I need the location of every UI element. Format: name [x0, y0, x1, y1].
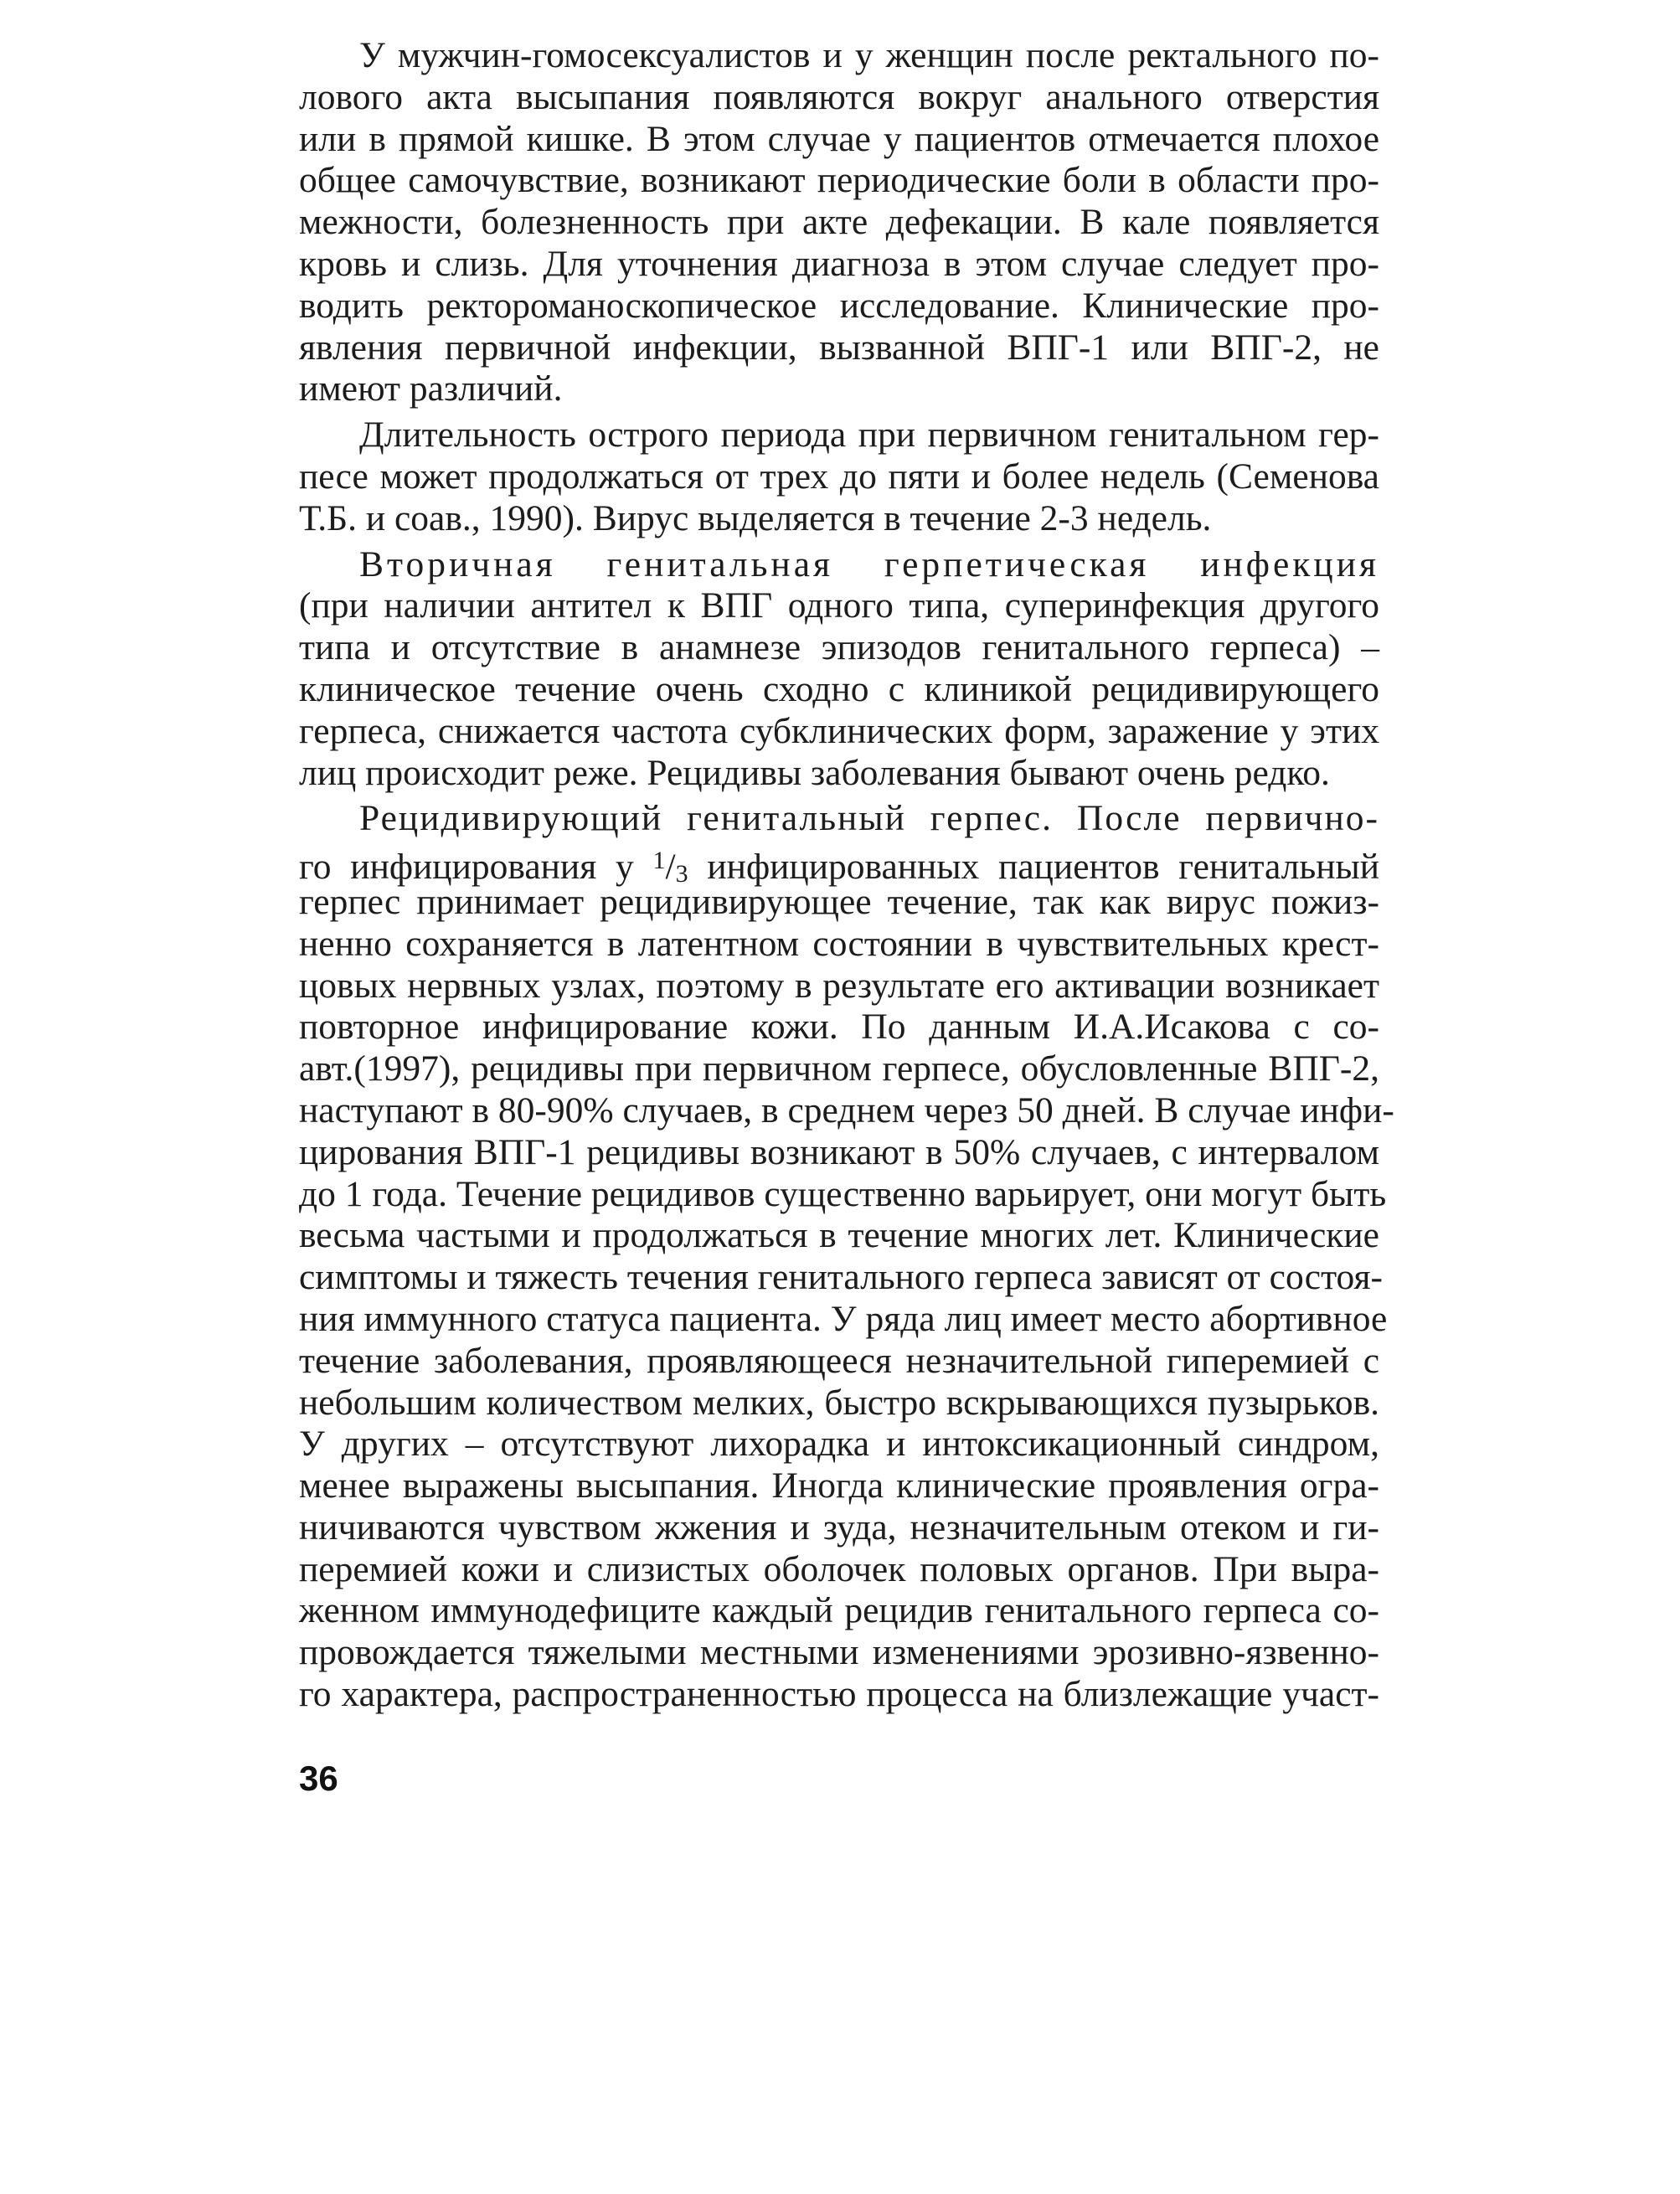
text-line: ненно сохраняется в латентном состоянии в чувствительных крест- — [299, 923, 1379, 964]
fraction-numerator: 1 — [652, 847, 666, 875]
text-line: весьма частыми и продолжаться в течение многих лет. Клинические — [299, 1215, 1379, 1256]
text-line: явления первичной инфекции, вызванной ВПГ-1 или ВПГ-2, не — [299, 327, 1379, 368]
text-line: кровь и слизь. Для уточнения диагноза в этом случае следует про- — [299, 243, 1379, 284]
text-line: течение заболевания, проявляющееся незначительной гиперемией с — [299, 1340, 1379, 1381]
paragraph — [299, 35, 1379, 410]
text-line: менее выражены высыпания. Иногда клинические проявления огра- — [299, 1465, 1379, 1506]
text-line: наступают в 80-90% случаев, в среднем через 50 дней. В случае инфи- — [299, 1089, 1394, 1130]
text-line: женном иммунодефиците каждый рецидив генитального герпеса со- — [299, 1590, 1379, 1631]
text-fragment: го инфицирования у — [299, 847, 653, 888]
text-line: лового акта высыпания появляются вокруг анального отверстия — [299, 76, 1379, 117]
text-line: Длительность острого периода при первичном генитальном гер- — [359, 415, 1379, 456]
text-line: ничиваются чувством жжения и зуда, незначительным отеком и ги- — [299, 1506, 1379, 1548]
text-line: цовых нервных узлах, поэтому в результате его активации возникает — [299, 965, 1379, 1006]
paragraph — [299, 415, 1379, 539]
text-line: провождается тяжелыми местными изменениями эрозивно-язвенно- — [299, 1632, 1379, 1673]
text-line: или в прямой кишке. В этом случае у пациентов отмечается плохое — [299, 118, 1379, 159]
fraction-denominator: 3 — [675, 860, 688, 888]
text-line: межности, болезненность при акте дефекации. В кале появляется — [299, 202, 1379, 243]
text-line: клиническое течение очень сходно с клиникой рецидивирующего — [299, 668, 1379, 709]
text-line: небольшим количеством мелких, быстро вскрывающихся пузырьков. — [299, 1382, 1379, 1423]
text-line: ния иммунного статуса пациента. У ряда лиц имеет место абортивное — [299, 1298, 1388, 1339]
page-body-text — [299, 35, 1394, 1716]
text-line: имеют различий. — [299, 368, 563, 409]
text-line: У других – отсутствуют лихорадка и интоксикационный синдром, — [299, 1424, 1379, 1465]
text-line: общее самочувствие, возникают периодические боли в области про- — [299, 160, 1379, 201]
text-line: до 1 года. Течение рецидивов существенно варьирует, они могут быть — [299, 1173, 1387, 1214]
text-line: перемией кожи и слизистых оболочек половых органов. При выра- — [299, 1548, 1379, 1589]
text-line-spaced-heading: Рецидивирующий генитальный герпес. После первично- — [359, 798, 1379, 839]
text-line-spaced-heading: Вторичная генитальная герпетическая инфекция — [359, 543, 1379, 585]
text-line: герпес принимает рецидивирующее течение, так как вирус пожиз- — [299, 881, 1379, 922]
paragraph — [299, 798, 1394, 1716]
text-line: повторное инфицирование кожи. По данным И.А.Исакова с со- — [299, 1007, 1379, 1048]
text-line: герпеса, снижается частота субклинических форм, заражение у этих — [299, 710, 1379, 751]
text-line: типа и отсутствие в анамнезе эпизодов генитального герпеса) – — [299, 627, 1379, 668]
paragraph — [299, 544, 1379, 795]
page-number: 36 — [299, 1759, 338, 1798]
text-line: (при наличии антител к ВПГ одного типа, суперинфекция другого — [299, 585, 1379, 626]
text-line: цирования ВПГ-1 рецидивы возникают в 50% случаев, с интервалом — [299, 1131, 1379, 1172]
text-line: го характера, распространенностью процесса на близлежащие участ- — [299, 1674, 1379, 1715]
text-line: симптомы и тяжесть течения генитального герпеса зависят от состоя- — [299, 1257, 1383, 1298]
text-line-with-fraction — [299, 840, 1380, 888]
text-line: Т.Б. и соав., 1990). Вирус выделяется в течение 2-3 недель. — [299, 497, 1212, 538]
text-line: лиц происходит реже. Рецидивы заболевания бывают очень редко. — [299, 752, 1330, 793]
text-fragment: инфицированных пациентов генитальный — [688, 847, 1380, 888]
fraction-slash: / — [665, 847, 676, 888]
text-line: песе может продолжаться от трех до пяти и более недель (Семенова — [299, 456, 1379, 497]
text-line: водить ректороманоскопическое исследование. Клинические про- — [299, 285, 1379, 326]
text-line: У мужчин-гомосексуалистов и у женщин после ректального по- — [359, 35, 1379, 75]
text-line: авт.(1997), рецидивы при первичном герпесе, обусловленные ВПГ-2, — [299, 1048, 1379, 1089]
